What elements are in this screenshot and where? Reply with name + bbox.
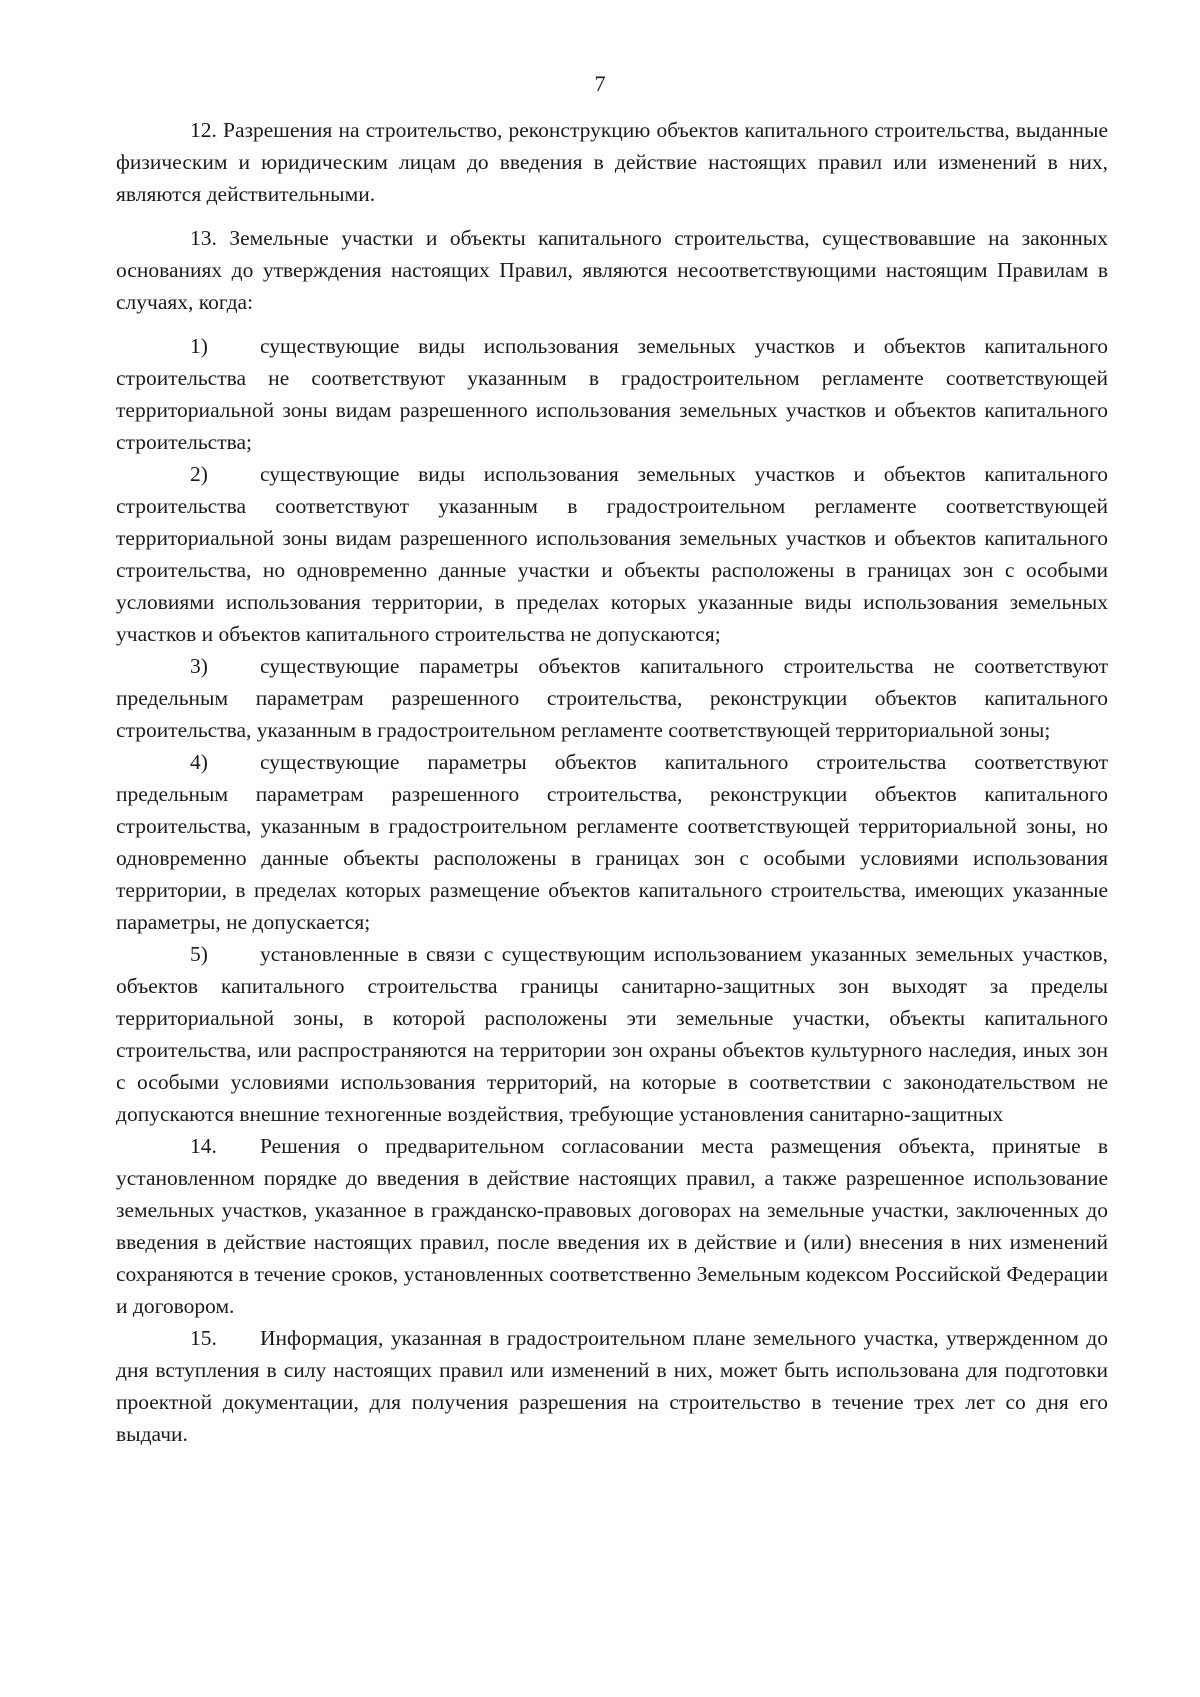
list-item-4 xyxy=(116,746,1108,938)
paragraph-15-number: 15. xyxy=(190,1326,217,1350)
list-item-3 xyxy=(116,650,1108,746)
paragraph-12: 12. Разрешения на строительство, реконструкцию объектов капитального строительства, выданные физическим и юридическим лицам до введения в действие настоящих правил или изменений в них, являются действительными. xyxy=(116,118,1108,206)
paragraph-15 xyxy=(116,1322,1108,1450)
paragraph-15-text: Информация, указанная в градостроительном плане земельного участка, утвержденном до дня вступления в силу настоящих правил или изменений в них, может быть использована для подготовки проектной документации, для получения разрешения на строительство в течение трех лет со дня его выдачи. xyxy=(116,1326,1108,1446)
list-item-4-number: 4) xyxy=(190,750,208,774)
list-item-5 xyxy=(116,938,1108,1130)
list-item-3-number: 3) xyxy=(190,654,208,678)
paragraph-14-number: 14. xyxy=(190,1134,217,1158)
list-item-5-text: установленные в связи с существующим использованием указанных земельных участков, объектов капитального строительства границы санитарно-защитных зон выходят за пределы территориальной зоны, в которой расположены эти земельные участки, объекты капитального строительства, или распространяются на территории зон охраны объектов культурного наследия, иных зон с особыми условиями использования территорий, на которые в соответствии с законодательством не допускаются внешние техногенные воздействия, требующие установления санитарно-защитных xyxy=(116,942,1108,1126)
list-item-2 xyxy=(116,458,1108,650)
list-item-2-number: 2) xyxy=(190,462,208,486)
list-item-1 xyxy=(116,330,1108,458)
list-item-2-text: существующие виды использования земельных участков и объектов капитального строительства соответствуют указанным в градостроительном регламенте соответствующей территориальной зоны видам разрешенного использования земельных участков и объектов капитального строительства, но одновременно данные участки и объекты расположены в границах зон с особыми условиями использования территории, в пределах которых указанные виды использования земельных участков и объектов капитального строительства не допускаются; xyxy=(116,462,1108,646)
list-item-1-text: существующие виды использования земельных участков и объектов капитального строительства не соответствуют указанным в градостроительном регламенте соответствующей территориальной зоны видам разрешенного использования земельных участков и объектов капитального строительства; xyxy=(116,334,1108,454)
document-body xyxy=(116,114,1108,1450)
list-item-5-number: 5) xyxy=(190,942,208,966)
paragraph-14 xyxy=(116,1130,1108,1322)
paragraph-14-text: Решения о предварительном согласовании места размещения объекта, принятые в установленном порядке до введения в действие настоящих правил, а также разрешенное использование земельных участков, указанное в гражданско-правовых договорах на земельные участки, заключенных до введения в действие настоящих правил, после введения их в действие и (или) внесения в них изменений сохраняются в течение сроков, установленных соответственно Земельным кодексом Российской Федерации и договором. xyxy=(116,1134,1108,1318)
paragraph-13: 13. Земельные участки и объекты капитального строительства, существовавшие на законных основаниях до утверждения настоящих Правил, являются несоответствующими настоящим Правилам в случаях, когда: xyxy=(116,226,1108,314)
list-item-1-number: 1) xyxy=(190,334,208,358)
page-number: 7 xyxy=(594,71,606,96)
list-item-4-text: существующие параметры объектов капитального строительства соответствуют предельным параметрам разрешенного строительства, реконструкции объектов капитального строительства, указанным в градостроительном регламенте соответствующей территориальной зоны, но одновременно данные объекты расположены в границах зон с особыми условиями использования территории, в пределах которых размещение объектов капитального строительства, имеющих указанные параметры, не допускается; xyxy=(116,750,1108,934)
list-item-3-text: существующие параметры объектов капитального строительства не соответствуют предельным параметрам разрешенного строительства, реконструкции объектов капитального строительства, указанным в градостроительном регламенте соответствующей территориальной зоны; xyxy=(116,654,1108,742)
